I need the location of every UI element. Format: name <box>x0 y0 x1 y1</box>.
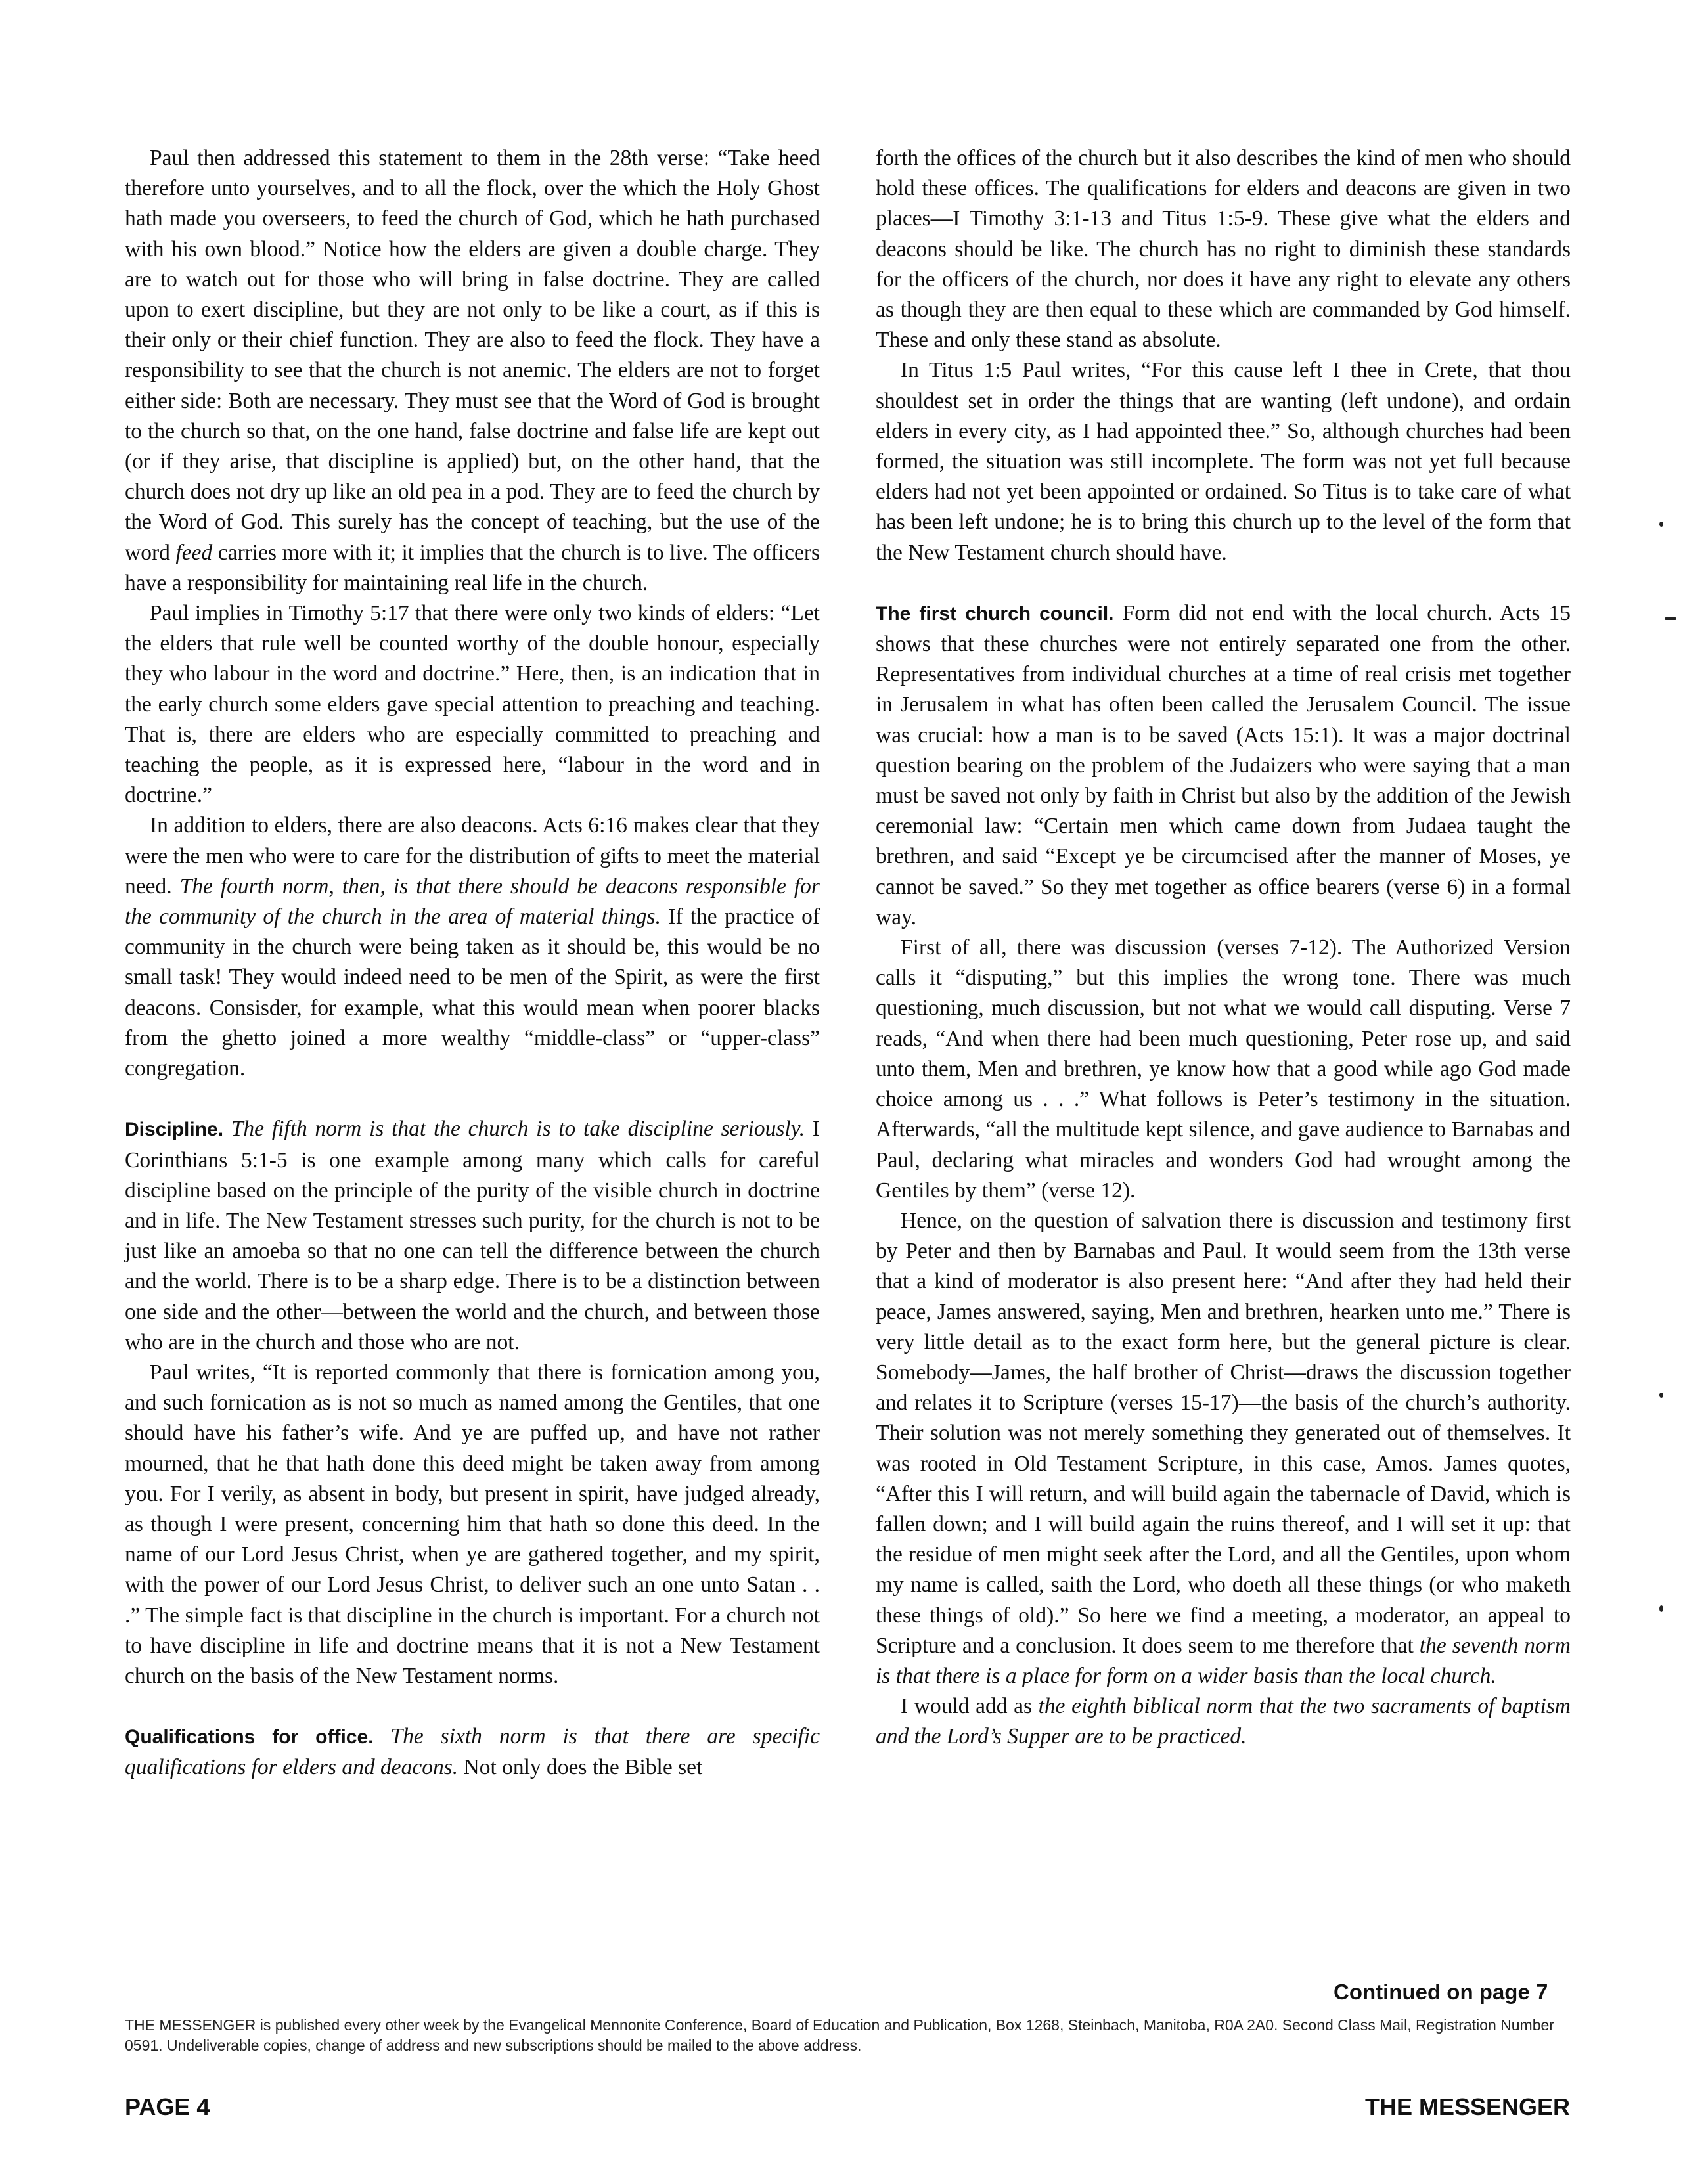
section-heading: The first church council. <box>876 602 1114 625</box>
section-first-council: The first church council. Form did not end with the local church. Acts 15 shows that these churches were not entirely separated one from the other. Representatives from individual churches at a time of real crisis met together in Jerusalem in what has often been called the Jerusalem Council. The issue was crucial: how a man is to be saved (Acts 15:1). It was a major doctrinal question bearing on the problem of the Judaizers who were saying that a man must be saved not only by faith in Christ but also by the addition of the Jewish ceremonial law: “Certain men which came down from Judaea taught the brethren, and said “Except ye be circumcised after the manner of Moses, ye cannot be saved.” So they met together as office bearers (verse 6) in a formal way. <box>876 600 1571 929</box>
scan-speck <box>1659 1393 1663 1398</box>
left-column <box>125 143 820 1783</box>
section-heading: Discipline. <box>125 1119 224 1141</box>
paragraph: I would add as the eighth biblical norm that the two sacraments of baptism and the Lord’s Supper are to be practiced. <box>876 1694 1571 1749</box>
paragraph: First of all, there was discussion (verses 7-12). The Authorized Version calls it “disputing,” but this implies the wrong tone. There was much questioning, much discussion, but not what we would call disputing. Verse 7 reads, “And when there had been much questioning, Peter rose up, and said unto them, Men and brethren, ye know how that a good while ago God made choice among us . . .” What follows is Peter’s testimony in the situation. Afterwards, “all the multitude kept silence, and gave audience to Barnabas and Paul, declaring what miracles and wonders God had wrought among the Gentiles by them” (verse 12). <box>876 935 1571 1203</box>
publication-footnote: THE MESSENGER is published every other week by the Evangelical Mennonite Conference, Board of Education and Publication, Box 1268, Steinbach, Manitoba, R0A 2A0. Second Class Mail, Registration Number 0591. Undeliverable copies, change of address and new subscriptions should be mailed to the above address. <box>125 2017 1554 2054</box>
publication-name: THE MESSENGER <box>1364 2093 1570 2120</box>
section-discipline: Discipline. The fifth norm is that the church is to take discipline seriously. I Corinthians 5:1-5 is one example among many which calls for careful discipline based on the principle of the purity of the visible church in doctrine and in life. The New Testament stresses such purity, for the church is not to be just like an amoeba so that no one can tell the difference between the church and the world. There is to be a sharp edge. There is to be a distinction between one side and the other—between the world and the church, and between those who are in the church and those who are not. <box>125 1117 820 1354</box>
paragraph: Paul implies in Timothy 5:17 that there were only two kinds of elders: “Let the elders that rule well be counted worthy of the double honour, especially they who labour in the word and doctrine.” Here, then, is an indication that in the early church some elders gave special attention to preaching and teaching. That is, there are elders who are especially committed to preaching and teaching the people, as it is expressed here, “labour in the word and in doctrine.” <box>125 601 820 808</box>
paragraph: Paul writes, “It is reported commonly that there is fornication among you, and such fornication as is not so much as named among the Gentiles, that one should have his father’s wife. And ye are puffed up, and have not rather mourned, that he that hath done this deed might be taken away from among you. For I verily, as absent in body, but present in spirit, have judged already, as though I were present, concerning him that hath so done this deed. In the name of our Lord Jesus Christ, when ye are gathered together, and my spirit, with the power of our Lord Jesus Christ, to deliver such an one unto Satan . . .” The simple fact is that discipline in the church is important. For a church not to have discipline in life and doctrine means that it is not a New Testament church on the basis of the New Testament norms. <box>125 1360 820 1688</box>
section-qualifications: Qualifications for office. The sixth norm is that there are specific qualifications for elders and deacons. Not only does the Bible set <box>125 1724 820 1780</box>
paragraph: Paul then addressed this statement to them in the 28th verse: “Take heed therefore unto yourselves, and to all the flock, over the which the Holy Ghost hath made you overseers, to feed the church of God, which he hath purchased with his own blood.” Notice how the elders are given a double charge. They are to watch out for those who will bring in false doctrine. They are called upon to exert discipline, but they are not only to be like a court, as if this is their only or their chief function. They are also to feed the flock. They have a responsibility to see that the church is not anemic. The elders are not to forget either side: Both are necessary. They must see that the Word of God is brought to the church so that, on the one hand, false doctrine and false life are kept out (or if they arise, that discipline is applied) but, on the other hand, that the church does not dry up like an old pea in a pod. They are to feed the church by the Word of God. This surely has the concept of teaching, but the use of the word feed carries more with it; it implies that the church is to live. The officers have a responsibility for maintaining real life in the church. <box>125 146 820 595</box>
right-column <box>876 143 1571 1752</box>
page-number: PAGE 4 <box>125 2093 210 2120</box>
paragraph: Hence, on the question of salvation there is discussion and testimony first by Peter and then by Barnabas and Paul. It would seem from the 13th verse that a kind of moderator is also present here: “And after they had held their peace, James answered, saying, Men and brethren, hearken unto me.” There is very little detail as to the exact form here, but the general picture is clear. Somebody—James, the half brother of Christ—draws the discussion together and relates it to Scripture (verses 15-17)—the basis of the church’s authority. Their solution was not merely something they generated out of themselves. It was rooted in Old Testament Scripture, in this case, Amos. James quotes, “After this I will return, and will build again the tabernacle of David, which is fallen down; and I will build again the ruins thereof, and I will set it up: that the residue of men might seek after the Lord, and all the Gentiles, upon whom my name is called, saith the Lord, who doeth all these things (or who maketh these things of old).” So here we find a meeting, a moderator, an appeal to Scripture and a conclusion. It does seem to me therefore that the seventh norm is that there is a place for form on a wider basis than the local church. <box>876 1208 1571 1688</box>
scan-speck <box>1659 1605 1663 1612</box>
scan-speck <box>1659 522 1663 527</box>
continued-note: Continued on page 7 <box>1334 1980 1548 2004</box>
scan-speck <box>1665 617 1676 620</box>
paragraph: forth the offices of the church but it also describes the kind of men who should hold these offices. The qualifications for elders and deacons are given in two places—I Timothy 3:1-13 and Titus 1:5-9. These give what the elders and deacons should be like. The church has no right to diminish these standards for the officers of the church, nor does it have any right to elevate any others as though they are then equal to these which are commanded by God himself. These and only these stand as absolute. <box>876 146 1571 353</box>
paragraph: In addition to elders, there are also deacons. Acts 6:16 makes clear that they were the men who were to care for the distribution of gifts to meet the material need. The fourth norm, then, is that there should be deacons responsible for the community of the church in the area of material things. If the practice of community in the church were being taken as it should be, this would be no small task! They would indeed need to be men of the Spirit, as were the first deacons. Consisder, for example, what this would mean when poorer blacks from the ghetto joined a more wealthy “middle-class” or “upper-class” congregation. <box>125 813 820 1081</box>
paragraph: In Titus 1:5 Paul writes, “For this cause left I thee in Crete, that thou shouldest set in order the things that are wanting (left undone), and ordain elders in every city, as I had appointed thee.” So, although churches had been formed, the situation was still incomplete. The form was not yet full because elders had not yet been appointed or ordained. So Titus is to take care of what has been left undone; he is to bring this church up to the level of the form that the New Testament church should have. <box>876 358 1571 565</box>
section-heading: Qualifications for office. <box>125 1726 374 1749</box>
